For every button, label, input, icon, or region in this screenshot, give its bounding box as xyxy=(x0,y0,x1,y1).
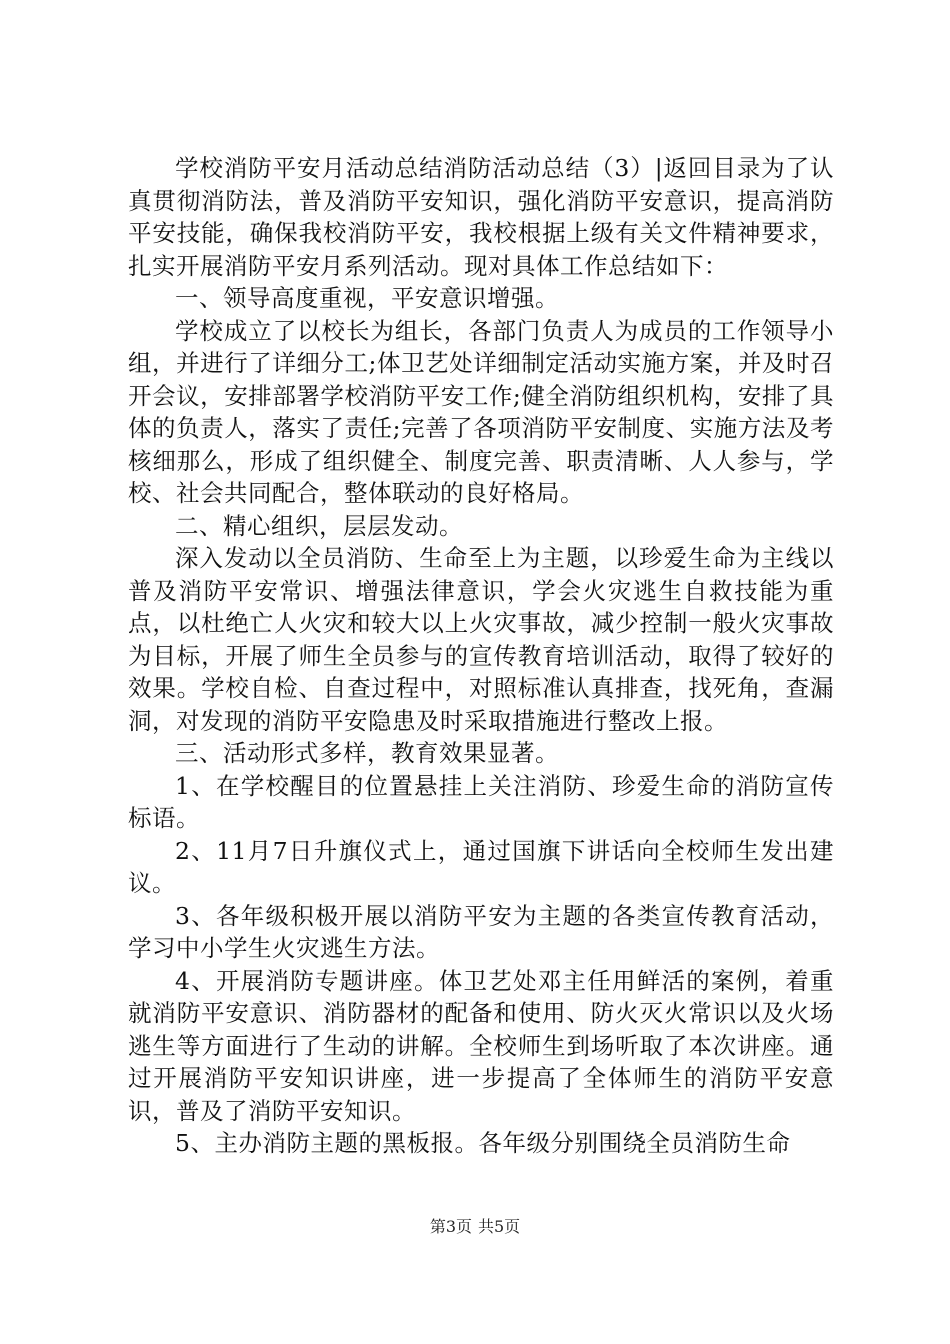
list-item-2: 2、11月7日升旗仪式上，通过国旗下讲话向全校师生发出建议。 xyxy=(128,836,834,897)
heading-section-3: 三、活动形式多样，教育效果显著。 xyxy=(175,739,559,767)
list-item-3: 3、各年级积极开展以消防平安为主题的各类宣传教育活动，学习中小学生火灾逃生方法。 xyxy=(128,901,834,962)
paragraph-section-1: 学校成立了以校长为组长，各部门负责人为成员的工作领导小组，并进行了详细分工;体卫艺处详细制定活动实施方案，并及时召开会议，安排部署学校消防平安工作;健全消防组织机构，安排了具体的负责人，落实了责任;完善了各项消防平安制度、实施方法及考核细那么，形成了组织健全、制度完善、职责清晰、人人参与，学校、社会共同配合，整体联动的良好格局。 xyxy=(128,316,834,507)
paragraph-intro: 学校消防平安月活动总结消防活动总结（3）|返回目录为了认真贯彻消防法，普及消防平安知识，强化消防平安意识，提高消防平安技能，确保我校消防平安，我校根据上级有关文件精神要求，扎实开展消防平安月系列活动。现对具体工作总结如下： xyxy=(128,154,834,280)
paragraph-section-2: 深入发动以全员消防、生命至上为主题，以珍爱生命为主线以普及消防平安常识、增强法律意识，学会火灾逃生自救技能为重点，以杜绝亡人火灾和较大以上火灾事故，减少控制一般火灾事故为目标，开展了师生全员参与的宣传教育培训活动，取得了较好的效果。学校自检、自查过程中，对照标准认真排查，找死角，查漏洞，对发现的消防平安隐患及时采取措施进行整改上报。 xyxy=(128,544,834,735)
page-number: 第3页 xyxy=(429,1217,472,1236)
document-body xyxy=(128,152,834,1160)
heading-section-1: 一、领导高度重视，平安意识增强。 xyxy=(175,284,559,312)
list-item-5: 5、主办消防主题的黑板报。各年级分别围绕全员消防生命 xyxy=(175,1129,791,1157)
heading-section-2: 二、精心组织，层层发动。 xyxy=(175,511,463,540)
list-item-4: 4、开展消防专题讲座。体卫艺处邓主任用鲜活的案例，着重就消防平安意识、消防器材的配备和使用、防火灭火常识以及火场逃生等方面进行了生动的讲解。全校师生到场听取了本次讲座。通过开展消防平安知识讲座，进一步提高了全体师生的消防平安意识，普及了消防平安知识。 xyxy=(128,966,834,1125)
page-total: 共5页 xyxy=(478,1217,521,1236)
page-footer xyxy=(0,1217,950,1237)
list-item-1: 1、在学校醒目的位置悬挂上关注消防、珍爱生命的消防宣传标语。 xyxy=(128,771,834,832)
